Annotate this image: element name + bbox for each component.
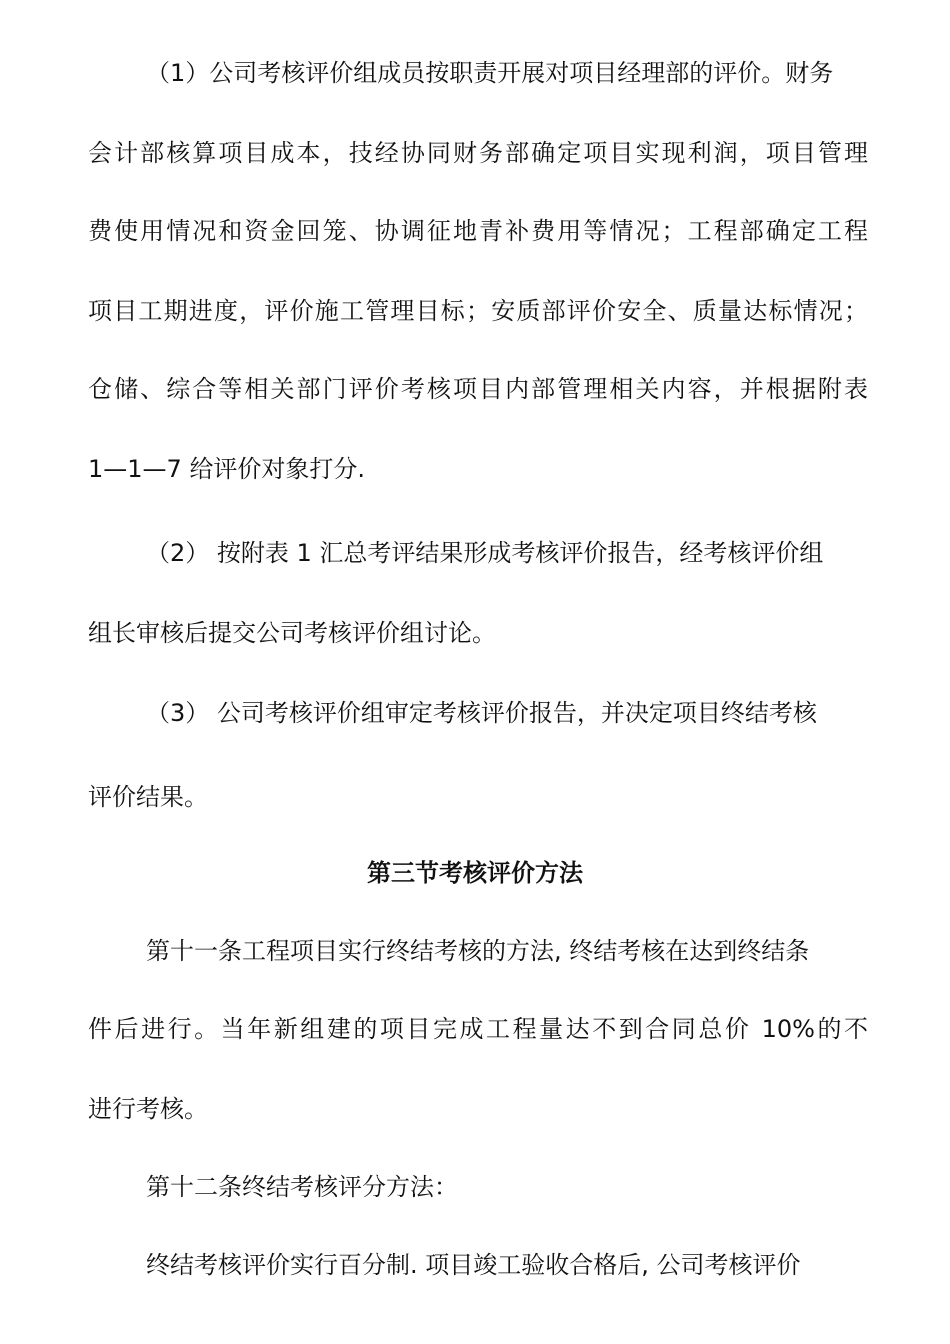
paragraph-1-line-3: 费使用情况和资金回笼、协调征地青补费用等情况；工程部确定工程 [88,217,868,245]
article-12-title: 第十二条终结考核评分方法： [146,1173,458,1201]
paragraph-3-line-2: 评价结果。 [88,783,208,811]
article-11-line-1: 第十一条工程项目实行终结考核的方法, 终结考核在达到终结条 [146,937,810,965]
section-heading: 第三节考核评价方法 [367,859,583,887]
paragraph-1-line-5: 仓储、综合等相关部门评价考核项目内部管理相关内容，并根据附表 [88,375,868,403]
paragraph-1-line-2: 会计部核算项目成本，技经协同财务部确定项目实现利润，项目管理 [88,139,868,167]
article-11-line-2: 件后进行。当年新组建的项目完成工程量达不到合同总价 10%的不 [88,1015,868,1043]
article-11-line-3: 进行考核。 [88,1095,208,1123]
paragraph-2-line-1: （2） 按附表 1 汇总考评结果形成考核评价报告，经考核评价组 [146,539,824,567]
paragraph-2-line-2: 组长审核后提交公司考核评价组讨论。 [88,619,496,647]
paragraph-1-line-4: 项目工期进度，评价施工管理目标；安质部评价安全、质量达标情况； [88,297,868,325]
paragraph-3-line-1: （3） 公司考核评价组审定考核评价报告，并决定项目终结考核 [146,699,817,727]
scoring-method-line-1: 终结考核评价实行百分制. 项目竣工验收合格后, 公司考核评价 [146,1251,801,1279]
paragraph-1-line-1: （1）公司考核评价组成员按职责开展对项目经理部的评价。财务 [146,59,834,87]
paragraph-1-line-6: 1—1—7 给评价对象打分. [88,455,366,483]
